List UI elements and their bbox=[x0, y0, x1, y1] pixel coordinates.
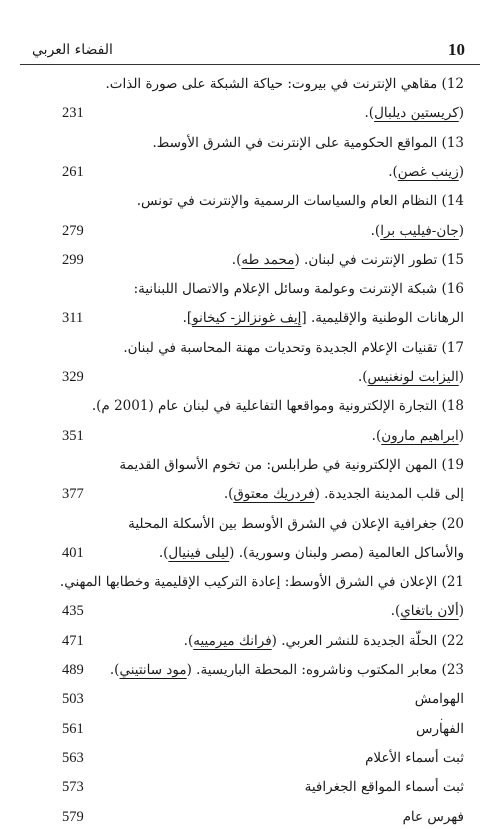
toc-entry-page: 471 bbox=[62, 632, 84, 649]
toc-entry-text bbox=[92, 394, 464, 418]
page-number: 10 bbox=[448, 40, 465, 59]
toc-entry-title: 22) الحلّة الجديدة للنشر العربي. ( bbox=[271, 632, 464, 649]
toc-entry-title: والأساكل العالمية (مصر ولبنان وسورية). ( bbox=[229, 544, 464, 561]
toc-line bbox=[0, 101, 500, 125]
toc-entry-page: 231 bbox=[62, 105, 84, 122]
toc-line bbox=[0, 336, 500, 360]
toc-entry-close: ). bbox=[390, 603, 401, 620]
toc-entry-close: ). bbox=[231, 251, 242, 268]
toc-entry-author: جان-فيليب برا bbox=[380, 222, 459, 239]
toc-entry-text bbox=[183, 306, 464, 330]
toc-entry-text bbox=[105, 72, 464, 96]
toc-entry-text bbox=[372, 424, 464, 448]
toc-entry-text bbox=[415, 687, 464, 711]
toc-line bbox=[0, 72, 500, 96]
toc-entry-text bbox=[134, 277, 464, 301]
toc-line bbox=[0, 394, 500, 418]
toc-entry-title: الفهارس bbox=[415, 720, 464, 737]
toc-entry-author: محمد طه bbox=[241, 251, 295, 268]
toc-entry-page: 435 bbox=[62, 603, 84, 620]
toc-entry-text bbox=[305, 775, 464, 799]
toc-line bbox=[0, 424, 500, 448]
page-header bbox=[0, 40, 500, 66]
toc-entry-page: 329 bbox=[62, 369, 84, 385]
toc-entry-title: ( bbox=[458, 369, 464, 385]
toc-line bbox=[0, 277, 500, 301]
toc-entry-title: الرهانات الوطنية والإقليمية. [ bbox=[301, 310, 464, 327]
toc-entry-close: ). bbox=[223, 486, 234, 503]
toc-entry-page: 299 bbox=[62, 251, 84, 268]
toc-entry-author: كريستين ديلبال bbox=[374, 105, 459, 122]
toc-entry-page: 279 bbox=[62, 222, 84, 239]
toc-entry-title: إلى قلب المدينة الجديدة. ( bbox=[314, 486, 464, 503]
toc-entry-page: 401 bbox=[62, 544, 84, 561]
toc-entry-title: ( bbox=[458, 105, 464, 122]
toc-entry-text bbox=[60, 570, 464, 594]
toc-entry-text bbox=[388, 160, 464, 184]
toc-entry-title: 18) التجارة الإلكترونية ومواقعها التفاعلية في لبنان عام (2001 م). bbox=[91, 398, 464, 415]
toc-entry-text bbox=[232, 248, 464, 272]
toc-entry-author: مود سانتيني bbox=[119, 662, 187, 678]
toc-line bbox=[0, 805, 500, 829]
toc-entry-close: ). bbox=[371, 427, 382, 444]
toc-entry-text bbox=[403, 805, 464, 829]
toc-entry-author: فردريك معتوق bbox=[233, 486, 315, 503]
toc-entry-text bbox=[123, 336, 464, 360]
toc-entry-text bbox=[365, 746, 464, 770]
toc-entry-title: 21) الإعلان في الشرق الأوسط: إعادة التركيب الإقليمية وخطابها المهني. bbox=[59, 574, 464, 591]
toc-entry-close: ). bbox=[370, 222, 381, 239]
toc-entry-text bbox=[224, 482, 464, 506]
toc-entry-author: إيف غونزالز- كيخانو bbox=[192, 310, 302, 327]
toc-entry-page: 311 bbox=[62, 310, 84, 327]
toc-entry-close: ). bbox=[357, 369, 368, 385]
toc-line bbox=[0, 453, 500, 477]
toc-entry-close: ). bbox=[364, 105, 375, 122]
toc-entry-title: فهرس عام bbox=[402, 808, 464, 825]
toc-entry-text bbox=[128, 512, 464, 536]
toc-entry-title: 15) تطور الإنترنت في لبنان. ( bbox=[294, 251, 464, 268]
toc-line bbox=[0, 131, 500, 155]
toc-line bbox=[0, 717, 500, 741]
toc-entry-close: ). bbox=[388, 163, 398, 180]
toc-line bbox=[0, 541, 500, 565]
toc-entry-text bbox=[184, 629, 464, 653]
toc-entry-page: 261 bbox=[62, 163, 84, 180]
toc-entry-text bbox=[358, 365, 464, 389]
toc-entry-close: ). bbox=[183, 632, 194, 649]
corner-mark: . bbox=[440, 712, 444, 723]
toc-entry-text bbox=[365, 101, 464, 125]
toc-line bbox=[0, 658, 500, 682]
running-head: الفضاء العربي bbox=[32, 42, 113, 58]
toc-entry-title: 14) النظام العام والسياسات الرسمية والإنترنت في تونس. bbox=[136, 193, 464, 210]
toc-line bbox=[0, 365, 500, 389]
toc-line bbox=[0, 775, 500, 799]
toc-line bbox=[0, 482, 500, 506]
toc-entry-title: 13) المواقع الحكومية على الإنترنت في الشرق الأوسط. bbox=[152, 134, 464, 151]
toc-entry-text bbox=[137, 189, 464, 213]
toc-entry-title: الهوامش bbox=[414, 691, 464, 708]
toc-entry-title: ( bbox=[458, 603, 464, 620]
toc-entry-title: 12) مقاهي الإنترنت في بيروت: حياكة الشبكة على صورة الذات. bbox=[105, 76, 464, 92]
toc-entry-close: ). bbox=[109, 662, 120, 678]
toc-line bbox=[0, 629, 500, 653]
toc-line bbox=[0, 189, 500, 213]
toc-entry-page: 573 bbox=[62, 779, 84, 796]
toc-entry-title: 17) تقنيات الإعلام الجديدة وتحديات مهنة المحاسبة في لبنان. bbox=[123, 339, 464, 356]
toc-entry-author: فرانك ميرمييه bbox=[193, 632, 272, 649]
toc-entry-title: ثبت أسماء المواقع الجغرافية bbox=[304, 779, 464, 796]
toc-entry-page: 377 bbox=[62, 486, 84, 503]
toc-entry-author: زينب غصن bbox=[397, 163, 459, 180]
toc-line bbox=[0, 746, 500, 770]
toc-entry-text bbox=[371, 219, 464, 243]
toc-entry-page: 503 bbox=[62, 691, 84, 708]
toc-entry-text bbox=[391, 599, 464, 623]
toc-entry-page: 579 bbox=[62, 808, 84, 825]
toc-line bbox=[0, 599, 500, 623]
toc-line bbox=[0, 570, 500, 594]
toc-entry-title: 16) شبكة الإنترنت وعولمة وسائل الإعلام والاتصال اللبنانية: bbox=[133, 281, 464, 298]
toc-entry-page: 563 bbox=[62, 749, 84, 766]
toc-entry-text bbox=[119, 453, 464, 477]
toc-entry-title: ( bbox=[458, 222, 464, 239]
toc-line bbox=[0, 512, 500, 536]
toc-line bbox=[0, 687, 500, 711]
toc-entry-author: ليلى فينيال bbox=[168, 544, 230, 561]
toc-entry-title: ثبت أسماء الأعلام bbox=[365, 749, 464, 766]
toc-line bbox=[0, 160, 500, 184]
toc-entry-page: 489 bbox=[62, 662, 84, 678]
toc-entry-page: 351 bbox=[62, 427, 84, 444]
toc-entry-author: ألان باتغاي bbox=[400, 603, 459, 620]
header-rule bbox=[20, 64, 480, 65]
toc-entry-close: ]. bbox=[182, 310, 193, 327]
toc-entry-text bbox=[152, 131, 464, 155]
toc-entry-title: 20) جغرافية الإعلان في الشرق الأوسط بين الأسكلة المحلية bbox=[128, 515, 464, 532]
toc-entry-author: اليزابت لونغنيس bbox=[367, 369, 459, 385]
toc-line bbox=[0, 219, 500, 243]
toc-entry-title: 19) المهن الإلكترونية في طرابلس: من تخوم الأسواق القديمة bbox=[119, 456, 464, 473]
toc-line bbox=[0, 306, 500, 330]
toc-entry-author: ابراهيم مارون bbox=[381, 427, 459, 444]
toc-entry-title: ( bbox=[458, 427, 464, 444]
toc-entry-title: ( bbox=[458, 163, 464, 180]
toc-entry-text bbox=[159, 541, 464, 565]
toc-entry-text bbox=[110, 658, 464, 682]
toc-entry-page: 561 bbox=[62, 720, 84, 737]
toc-line bbox=[0, 248, 500, 272]
toc-entry-close: ). bbox=[158, 544, 169, 561]
toc-entry-title: 23) معابر المكتوب وناشروه: المحطة الباريسية. ( bbox=[186, 662, 464, 678]
